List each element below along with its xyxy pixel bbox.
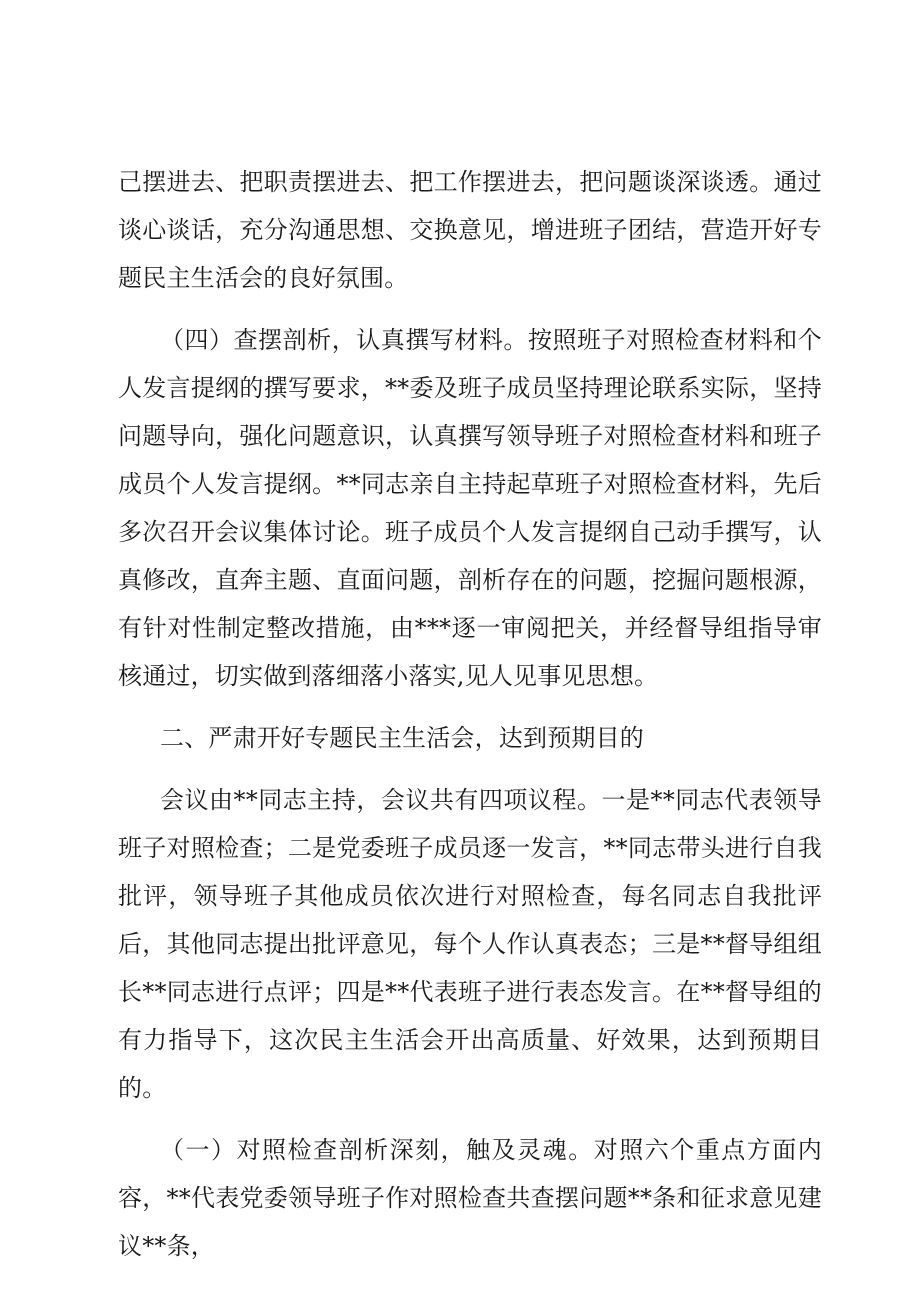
paragraph-meeting-agenda: 会议由**同志主持，会议共有四项议程。一是**同志代表领导班子对照检查；二是党委班子成员逐一发言，**同志带头进行自我批评，领导班子其他成员依次进行对照检查，每名同志自我批评后，其他同志提出批评意见，每个人作认真表态；三是**督导组组长**同志进行点评；四是**代表班子进行表态发言。在**督导组的有力指导下，这次民主生活会开出高质量、好效果，达到预期目的。 [118,786,822,1102]
paragraph-continuation: 己摆进去、把职责摆进去、把工作摆进去，把问题谈深谈透。通过谈心谈话，充分沟通思想、交换意见，增进班子团结，营造开好专题民主生活会的良好氛围。 [118,168,822,292]
paragraph-subsection-one: （一）对照检查剖析深刻，触及灵魂。对照六个重点方面内容，**代表党委领导班子作对照检查共查摆问题**条和征求意见建议**条， [118,1136,822,1260]
paragraph-section-four: （四）查摆剖析，认真撰写材料。按照班子对照检查材料和个人发言提纲的撰写要求，**委及班子成员坚持理论联系实际，坚持问题导向，强化问题意识，认真撰写领导班子对照检查材料和班子成员个人发言提纲。**同志亲自主持起草班子对照检查材料，先后多次召开会议集体讨论。班子成员个人发言提纲自己动手撰写，认真修改，直奔主题、直面问题，剖析存在的问题，挖掘问题根源，有针对性制定整改措施，由***逐一审阅把关，并经督导组指导审核通过，切实做到落细落小落实,见人见事见思想。 [118,326,822,690]
section-heading-two: 二、严肃开好专题民主生活会，达到预期目的 [160,724,644,752]
document-body [118,158,822,1270]
